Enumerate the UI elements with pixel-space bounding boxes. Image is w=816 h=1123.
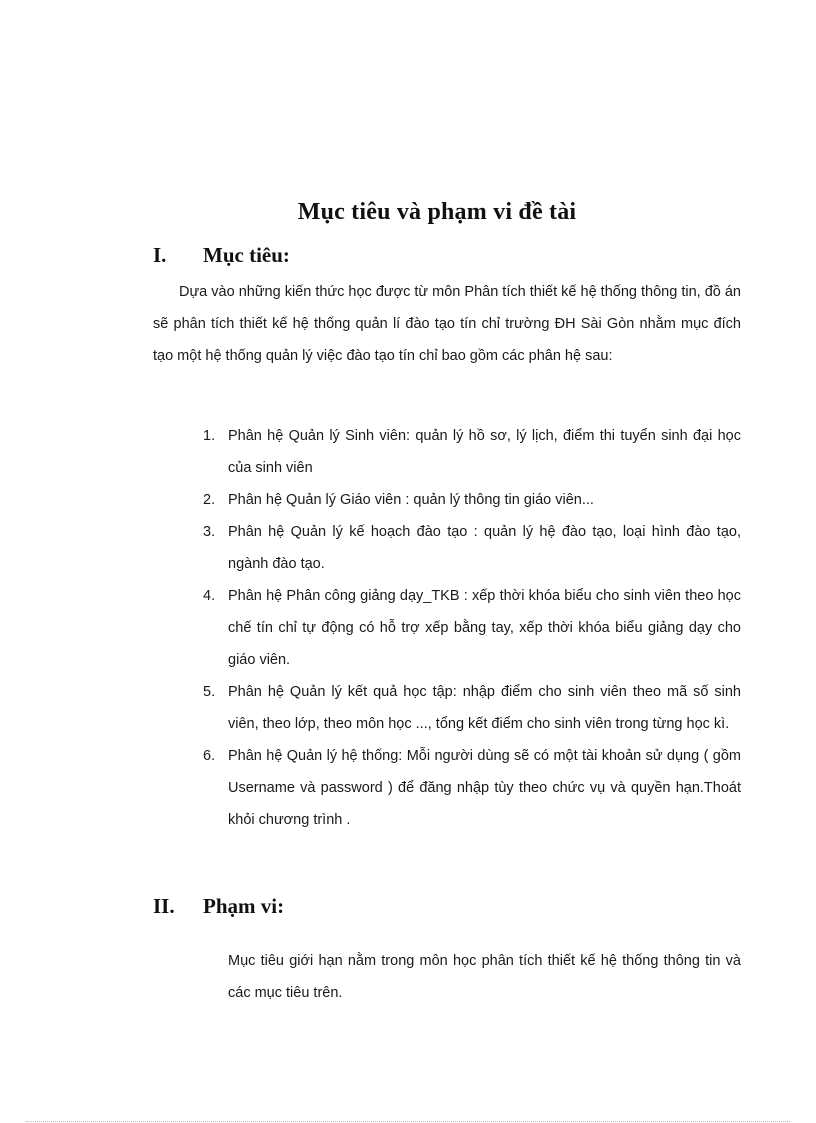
list-item-text: Phân hệ Quản lý kế hoạch đào tạo : quản lý hệ đào tạo, loại hình đào tạo, ngành đào tạo. <box>228 524 741 572</box>
list-item-number: 6. <box>203 748 216 764</box>
list-item-text: Phân hệ Quản lý Giáo viên : quản lý thông tin giáo viên... <box>228 492 594 508</box>
list-item <box>203 516 741 580</box>
section-number: II. <box>153 894 175 918</box>
section-number: I. <box>153 243 167 267</box>
list-item-text: Phân hệ Phân công giảng dạy_TKB : xếp thời khóa biểu cho sinh viên theo học chế tín chỉ tự động có hỗ trợ xếp bằng tay, xếp thời khóa biểu giảng dạy cho giáo viên. <box>228 588 741 668</box>
section-heading-scope <box>153 892 284 920</box>
list-item <box>203 484 741 516</box>
list-item-text: Phân hệ Quản lý kết quả học tập: nhập điểm cho sinh viên theo mã số sinh viên, theo lớp, theo môn học ..., tổng kết điểm cho sinh viên trong từng học kì. <box>228 684 741 732</box>
list-item-text: Phân hệ Quản lý hệ thống: Mỗi người dùng sẽ có một tài khoản sử dụng ( gồm Username và password ) để đăng nhập tùy theo chức vụ và quyền hạn.Thoát khỏi chương trình . <box>228 748 741 828</box>
list-item-number: 5. <box>203 684 216 700</box>
page-bottom-divider <box>26 1121 790 1122</box>
document-title: Mục tiêu và phạm vi đề tài <box>297 199 577 225</box>
list-item-text: Phân hệ Quản lý Sinh viên: quản lý hồ sơ, lý lịch, điểm thi tuyển sinh đại học của sinh viên <box>228 428 741 476</box>
scope-paragraph: Mục tiêu giới hạn nằm trong môn học phân tích thiết kế hệ thống thông tin và các mục tiêu trên. <box>228 953 741 1001</box>
list-item <box>203 420 741 484</box>
subsystem-list <box>203 420 741 836</box>
section-heading-objectives <box>153 241 290 269</box>
list-item-number: 2. <box>203 492 216 508</box>
list-item <box>203 676 741 740</box>
list-item-number: 4. <box>203 588 216 604</box>
list-item <box>203 580 741 676</box>
section-title: Mục tiêu: <box>203 243 290 267</box>
list-item-number: 1. <box>203 428 216 444</box>
list-item <box>203 740 741 836</box>
section-title: Phạm vi: <box>203 894 285 918</box>
objectives-paragraph: Dựa vào những kiến thức học được từ môn Phân tích thiết kế hệ thống thông tin, đồ án sẽ phân tích thiết kế hệ thống quản lí đào tạo tín chỉ trường ĐH Sài Gòn nhằm mục đích tạo một hệ thống quản lý việc đào tạo tín chỉ bao gồm các phân hệ sau: <box>153 284 741 364</box>
list-item-number: 3. <box>203 524 216 540</box>
